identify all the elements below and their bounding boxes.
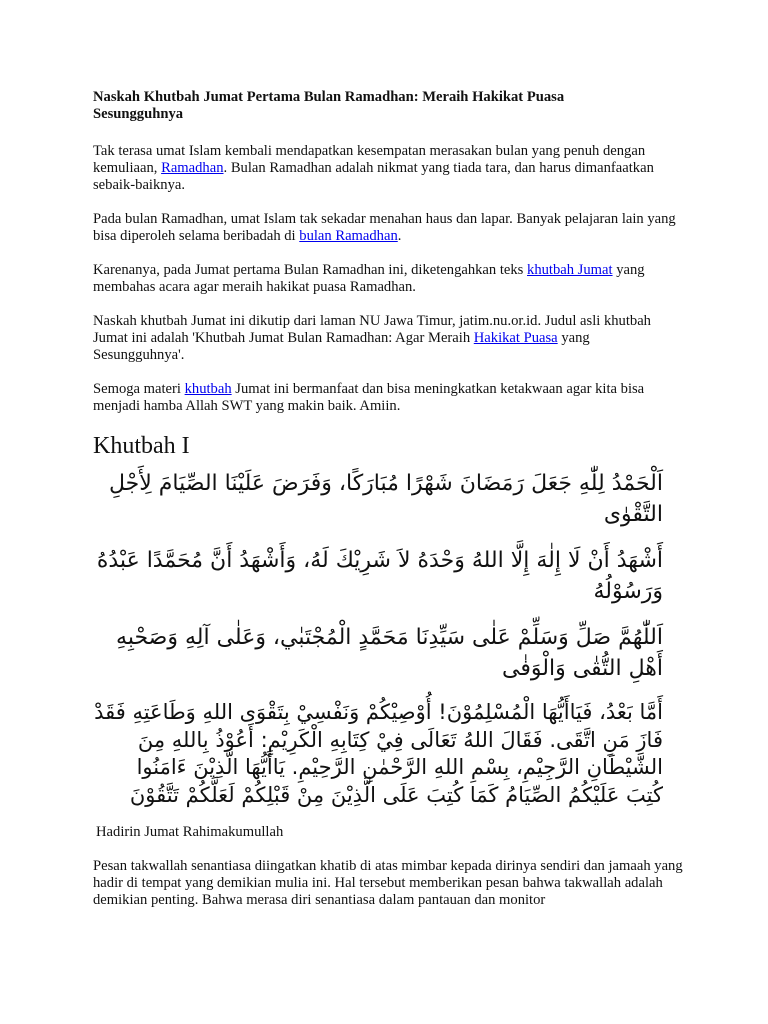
paragraph-text: Tak terasa umat Islam kembali mendapatkan kesempatan merasakan bulan yang penuh dengan kemuliaan, xyxy=(93,143,646,176)
paragraph-text: Pada bulan Ramadhan, umat Islam tak sekadar menahan haus dan lapar. Banyak pelajaran lain yang bisa diperoleh selama beribadah di xyxy=(93,211,676,244)
link-hakikat-puasa[interactable]: Hakikat Puasa xyxy=(473,330,558,346)
paragraph-closing xyxy=(93,381,683,415)
hadirin-greeting: Hadirin Jumat Rahimakumullah xyxy=(96,824,284,840)
section-heading: Khutbah I xyxy=(93,433,190,459)
paragraph-intro xyxy=(93,143,683,194)
paragraph-text: yang membahas acara agar meraih hakikat puasa Ramadhan. xyxy=(93,262,645,295)
paragraph-takwallah: Pesan takwallah senantiasa diingatkan khatib di atas mimbar kepada dirinya sendiri dan jamaah yang hadir di tempat yang demikian mulia ini. Hal tersebut memberikan pesan bahwa takwallah adalah demikian penting. Bahwa merasa diri senantiasa dalam pantauan dan monitor xyxy=(93,858,683,908)
arabic-hamdalah: اَلْحَمْدُ لِلّٰهِ جَعَلَ رَمَضَانَ شَهْرًا مُبَارَكًا، وَفَرَضَ عَلَيْنَا الصِّيَامَ لِأَجْلِ التَّقْوٰى xyxy=(108,471,663,527)
arabic-shalawat: اَللّٰهُمَّ صَلِّ وَسَلِّمْ عَلٰى سَيِّدِنَا مَحَمَّدٍ الْمُجْتَبٰي، وَعَلٰى آلِهِ وَصَحْبِهِ أَهْلِ التُّقٰى وَالْوَفٰى xyxy=(116,625,663,681)
article-title: Naskah Khutbah Jumat Pertama Bulan Ramadhan: Meraih Hakikat Puasa Sesungguhnya xyxy=(93,89,565,122)
paragraph-text: Naskah khutbah Jumat ini dikutip dari laman NU Jawa Timur, jatim.nu.or.id. Judul asli khutbah Jumat ini adalah 'Khutbah Jumat Bulan Ramadhan: Agar Meraih xyxy=(93,313,651,346)
link-khutbah-jumat[interactable]: khutbah Jumat xyxy=(527,262,613,278)
arabic-wasiat: أَمَّا بَعْدُ، فَيَاأَيُّهَا الْمُسْلِمُوْنَ! أُوْصِيْكُمْ وَنَفْسِيْ بِتَقْوَى اللهِ وَطَاعَتِهِ فَقَدْ فَازَ مَنِ اتَّقَى. فَقَالَ اللهُ تَعَالَى فِيْ كِتَابِهِ الْكَرِيْمِ: أَعُوْذُ بِاللهِ مِنَ الشَّيْطَانِ الرَّجِيْمِ، بِسْمِ اللهِ الرَّحْمٰنِ الرَّحِيْمِ. يَاأَيُّهَا الَّذِيْنَ ءَامَنُوا كُتِبَ عَلَيْكُمُ الصِّيَامُ كَمَا كُتِبَ عَلَى الَّذِيْنَ مِنْ قَبْلِكُمْ لَعَلَّكُمْ تَتَّقُوْنَ xyxy=(94,700,663,807)
arabic-syahadat: أَشْهَدُ أَنْ لَا إِلٰهَ إِلَّا اللهُ وَحْدَهُ لاَ شَرِيْكَ لَهُ، وَأَشْهَدُ أَنَّ مُحَمَّدًا عَبْدُهُ وَرَسُوْلُهُ xyxy=(96,548,663,604)
paragraph-text: . Bulan Ramadhan adalah nikmat yang tiada tara, dan harus dimanfaatkan sebaik-baiknya. xyxy=(93,160,654,193)
paragraph-text: Karenanya, pada Jumat pertama Bulan Ramadhan ini, diketengahkan teks xyxy=(93,262,528,278)
paragraph-lessons xyxy=(93,211,683,245)
paragraph-text: Jumat ini bermanfaat dan bisa meningkatkan ketakwaan agar kita bisa menjadi hamba Allah SWT yang makin baik. Amiin. xyxy=(93,381,645,414)
paragraph-text: . xyxy=(397,228,402,244)
paragraph-source xyxy=(93,313,683,364)
paragraph-text: Semoga materi xyxy=(93,381,185,397)
link-bulan-ramadhan[interactable]: bulan Ramadhan xyxy=(299,228,398,244)
link-khutbah[interactable]: khutbah xyxy=(184,381,232,397)
paragraph-text: yang Sesungguhnya'. xyxy=(93,330,590,363)
paragraph-karenanya xyxy=(93,262,683,296)
link-ramadhan[interactable]: Ramadhan xyxy=(161,160,224,176)
